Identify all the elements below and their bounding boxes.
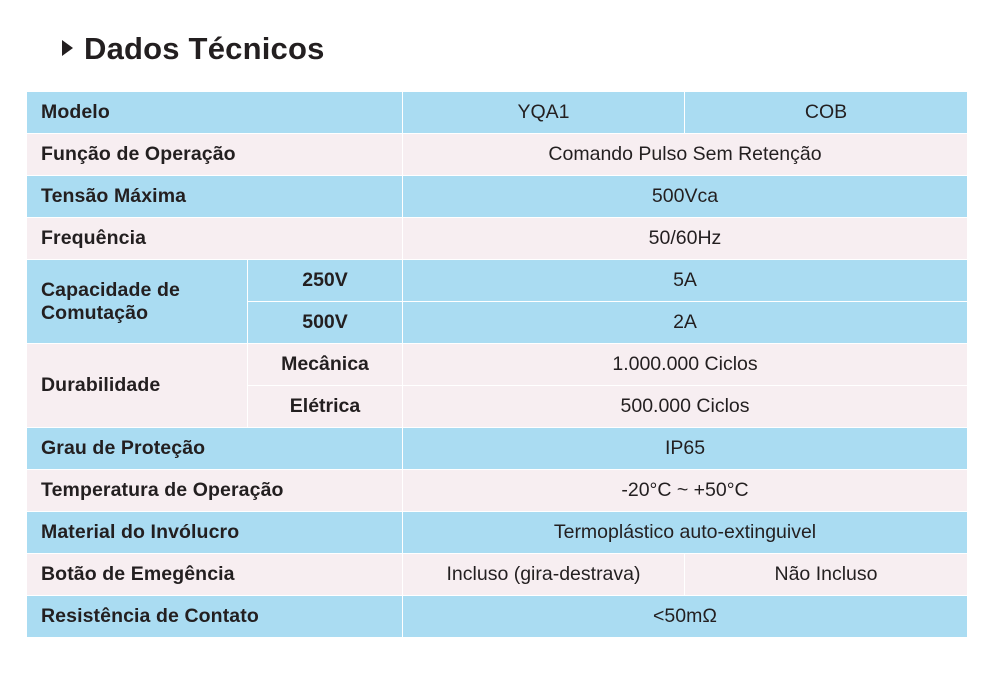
row-value: Termoplástico auto-extinguivel — [403, 512, 968, 554]
page-title-label: Dados Técnicos — [84, 30, 325, 66]
row-label: Temperatura de Operação — [27, 470, 403, 512]
row-value: Comando Pulso Sem Retenção — [403, 134, 968, 176]
table-row — [27, 470, 968, 512]
triangle-right-icon — [62, 40, 73, 56]
row-value: IP65 — [403, 428, 968, 470]
table-row — [27, 344, 968, 386]
page-title — [0, 0, 993, 66]
row-value: 500.000 Ciclos — [403, 386, 968, 428]
row-value: YQA1 — [403, 92, 685, 134]
row-label: Função de Operação — [27, 134, 403, 176]
table-row — [27, 596, 968, 638]
row-label: Capacidade de Comutação — [27, 260, 248, 344]
row-sublabel: Elétrica — [248, 386, 403, 428]
row-sublabel: 250V — [248, 260, 403, 302]
row-value: Não Incluso — [685, 554, 968, 596]
table-row — [27, 554, 968, 596]
table-row — [27, 512, 968, 554]
row-value: 5A — [403, 260, 968, 302]
row-value: Incluso (gira-destrava) — [403, 554, 685, 596]
row-value: 2A — [403, 302, 968, 344]
technical-data-table — [26, 91, 968, 638]
row-label: Botão de Emegência — [27, 554, 403, 596]
table-row — [27, 134, 968, 176]
row-label: Material do Invólucro — [27, 512, 403, 554]
row-label: Resistência de Contato — [27, 596, 403, 638]
row-label: Tensão Máxima — [27, 176, 403, 218]
row-sublabel: 500V — [248, 302, 403, 344]
row-value: -20°C ~ +50°C — [403, 470, 968, 512]
row-value: 1.000.000 Ciclos — [403, 344, 968, 386]
row-value: 50/60Hz — [403, 218, 968, 260]
table-row — [27, 218, 968, 260]
row-label: Frequência — [27, 218, 403, 260]
row-value: 500Vca — [403, 176, 968, 218]
row-label: Grau de Proteção — [27, 428, 403, 470]
row-label: Modelo — [27, 92, 403, 134]
table-row — [27, 176, 968, 218]
row-label: Durabilidade — [27, 344, 248, 428]
table-row — [27, 92, 968, 134]
table-row — [27, 428, 968, 470]
row-value: COB — [685, 92, 968, 134]
row-sublabel: Mecânica — [248, 344, 403, 386]
table-row — [27, 260, 968, 302]
row-value: <50mΩ — [403, 596, 968, 638]
